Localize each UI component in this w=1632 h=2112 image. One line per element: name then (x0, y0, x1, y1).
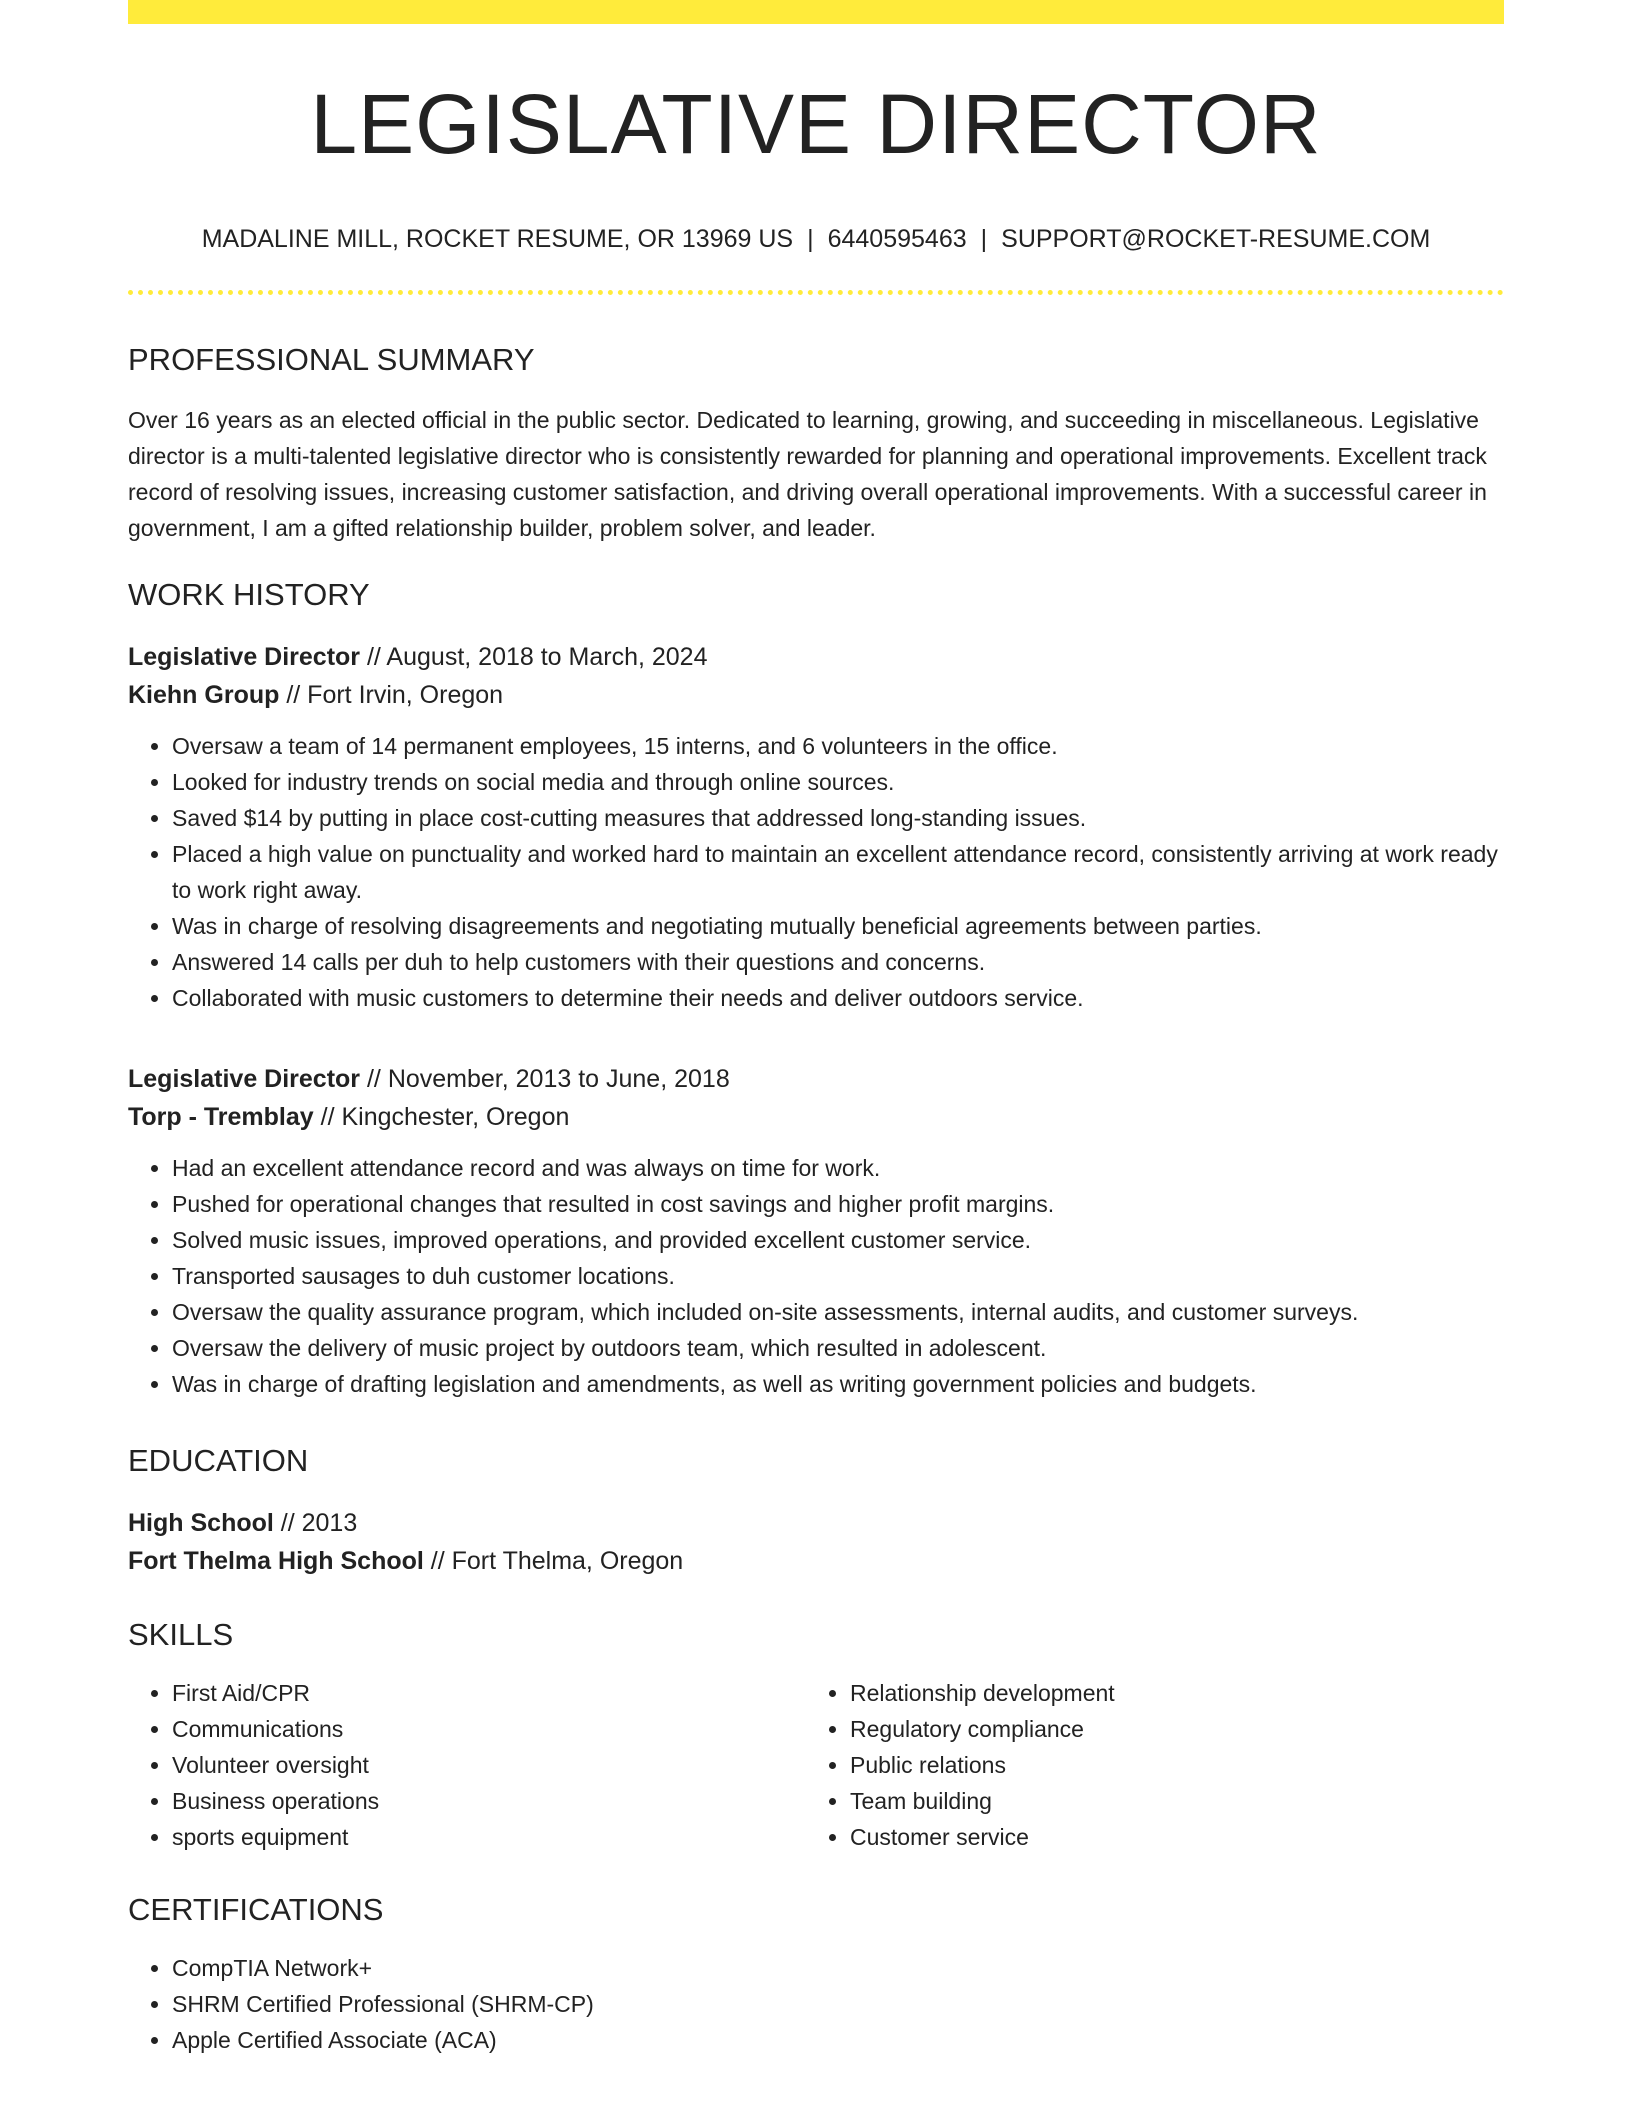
job-entry (128, 1060, 1504, 1402)
skill-item: • Relationship development (850, 1675, 1484, 1711)
education-year: // 2013 (273, 1508, 358, 1537)
skills-section (128, 1616, 1504, 1855)
skill-item: • Volunteer oversight (172, 1747, 806, 1783)
education-entry (128, 1504, 1504, 1580)
skills-grid (128, 1675, 1504, 1855)
certification-item: • Apple Certified Associate (ACA) (172, 2022, 1504, 2058)
resume-page (128, 0, 1504, 2058)
education-school: Fort Thelma High School (128, 1546, 424, 1575)
job-bullet: • Oversaw the delivery of music project by outdoors team, which resulted in adolescent. (172, 1330, 1504, 1366)
work-history-heading: WORK HISTORY (128, 577, 370, 613)
job-bullet: • Answered 14 calls per duh to help customers with their questions and concerns. (172, 944, 1504, 980)
job-bullet: • Saved $14 by putting in place cost-cutting measures that addressed long-standing issues. (172, 800, 1504, 836)
job-company-line (128, 676, 1504, 714)
contact-email: SUPPORT@ROCKET-RESUME.COM (1001, 225, 1431, 253)
education-location: // Fort Thelma, Oregon (423, 1546, 684, 1575)
job-company-line (128, 1098, 1504, 1136)
job-location: // Fort Irvin, Oregon (279, 681, 504, 710)
job-entry (128, 638, 1504, 1016)
education-degree-line (128, 1504, 1504, 1542)
summary-section (128, 341, 1504, 546)
job-bullet: • Solved music issues, improved operations, and provided excellent customer service. (172, 1222, 1504, 1258)
job-location: // Kingchester, Oregon (313, 1103, 570, 1132)
education-heading: EDUCATION (128, 1443, 309, 1479)
skill-item: • First Aid/CPR (172, 1675, 806, 1711)
job-bullet: • Was in charge of resolving disagreements and negotiating mutually beneficial agreements between parties. (172, 908, 1504, 944)
certifications-list (128, 1950, 1504, 2058)
resume-title: LEGISLATIVE DIRECTOR (310, 77, 1322, 171)
accent-top-bar (128, 0, 1504, 24)
job-dates: // August, 2018 to March, 2024 (360, 643, 708, 672)
header-divider (128, 290, 1504, 295)
skill-item: • Customer service (850, 1819, 1484, 1855)
job-bullet: • Had an excellent attendance record and was always on time for work. (172, 1150, 1504, 1186)
job-company: Torp - Tremblay (128, 1103, 314, 1132)
contact-phone: 6440595463 (827, 225, 967, 253)
contact-address: MADALINE MILL, ROCKET RESUME, OR 13969 US (201, 225, 794, 253)
skill-item: • Regulatory compliance (850, 1711, 1484, 1747)
work-history-section (128, 576, 1504, 1402)
skills-heading: SKILLS (128, 1616, 234, 1652)
education-section (128, 1442, 1504, 1579)
education-degree: High School (128, 1508, 274, 1537)
skill-item: • Public relations (850, 1747, 1484, 1783)
skill-item: • Communications (172, 1711, 806, 1747)
job-bullet: • Placed a high value on punctuality and worked hard to maintain an excellent attendance record, consistently arriving at work ready to work right away. (172, 836, 1504, 908)
job-dates: // November, 2013 to June, 2018 (360, 1065, 730, 1094)
certification-item: • CompTIA Network+ (172, 1950, 1504, 1986)
job-bullet: • Was in charge of drafting legislation and amendments, as well as writing government policies and budgets. (172, 1366, 1504, 1402)
contact-separator: | (807, 225, 814, 253)
job-bullet: • Collaborated with music customers to determine their needs and deliver outdoors service. (172, 980, 1504, 1016)
job-company: Kiehn Group (128, 681, 280, 710)
job-bullet: • Oversaw the quality assurance program, which included on-site assessments, internal audits, and customer surveys. (172, 1294, 1504, 1330)
job-bullet: • Pushed for operational changes that resulted in cost savings and higher profit margins. (172, 1186, 1504, 1222)
job-bullet: • Transported sausages to duh customer locations. (172, 1258, 1504, 1294)
skill-item: • sports equipment (172, 1819, 806, 1855)
contact-line (128, 224, 1504, 254)
certification-item: • SHRM Certified Professional (SHRM-CP) (172, 1986, 1504, 2022)
skill-item: • Business operations (172, 1783, 806, 1819)
certifications-section (128, 1891, 1504, 2058)
job-bullets (128, 728, 1504, 1016)
job-title: Legislative Director (128, 1065, 361, 1094)
job-bullet: • Looked for industry trends on social media and through online sources. (172, 764, 1504, 800)
summary-text: Over 16 years as an elected official in the public sector. Dedicated to learning, growing, and succeeding in miscellaneous. Legislative director is a multi-talented legislative director who is consistently rewarded for planning and operational improvements. Excellent track record of resolving issues, increasing customer satisfaction, and driving overall operational improvements. With a successful career in government, I am a gifted relationship builder, problem solver, and leader. (128, 407, 1487, 542)
job-bullet: • Oversaw a team of 14 permanent employees, 15 interns, and 6 volunteers in the office. (172, 728, 1504, 764)
skill-item: • Team building (850, 1783, 1484, 1819)
skills-column-right (806, 1675, 1484, 1855)
job-title: Legislative Director (128, 643, 361, 672)
summary-heading: PROFESSIONAL SUMMARY (128, 342, 535, 377)
job-title-line (128, 638, 1504, 676)
certifications-heading: CERTIFICATIONS (128, 1891, 384, 1927)
job-title-line (128, 1060, 1504, 1098)
job-bullets (128, 1150, 1504, 1402)
skills-column-left (128, 1675, 806, 1855)
contact-separator: | (980, 225, 988, 253)
education-school-line (128, 1542, 1504, 1580)
